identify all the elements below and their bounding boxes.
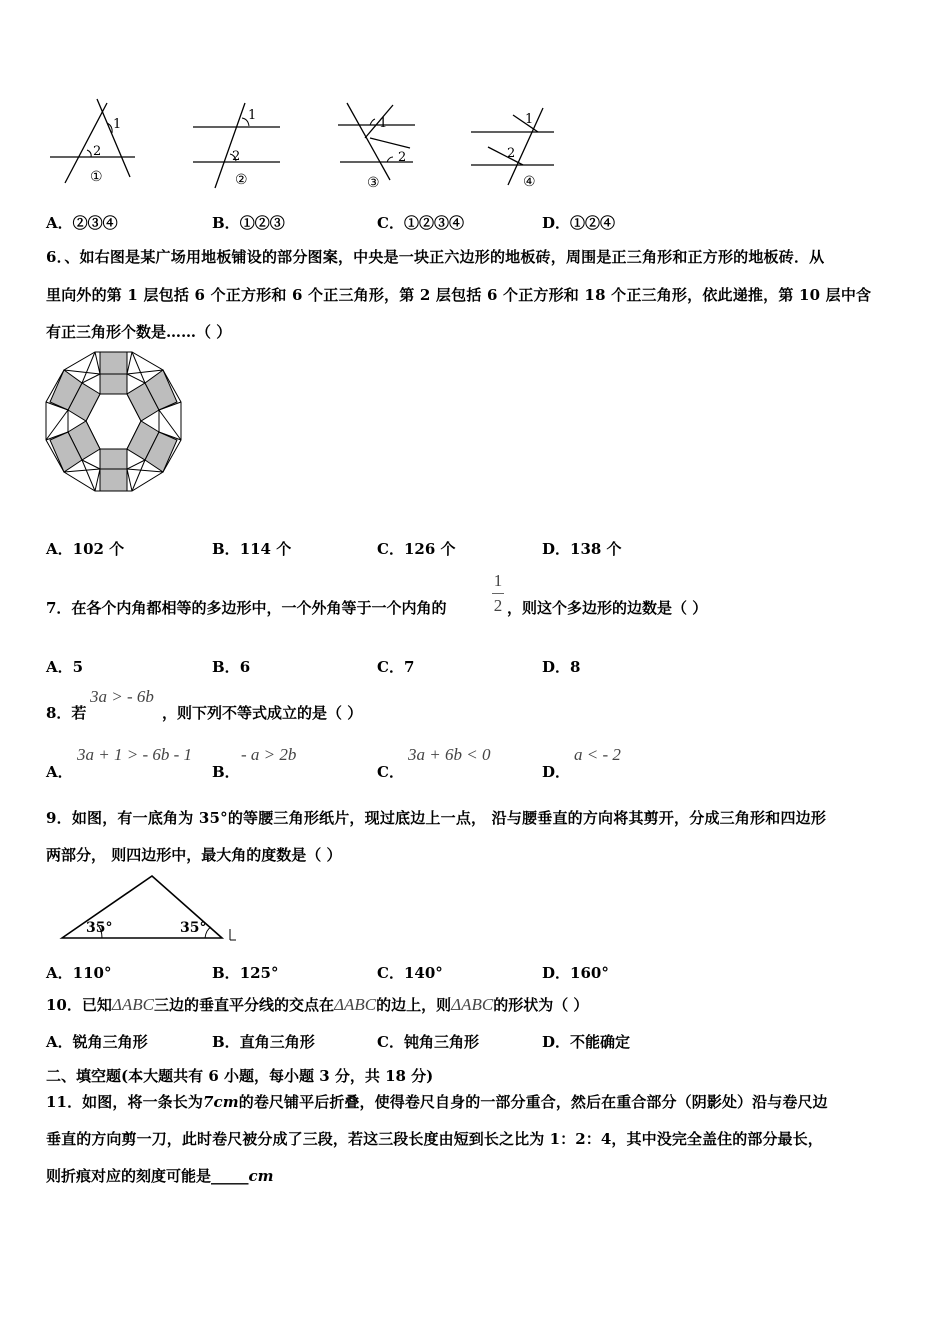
q5-fig4-label: ④ xyxy=(523,174,536,190)
q6-option-c[interactable]: C．126 个 xyxy=(377,540,456,558)
q5-fig2-label: ② xyxy=(235,172,248,188)
q10-option-a[interactable]: A．锐角三角形 xyxy=(46,1033,148,1051)
q11-line1-b: 的卷尺铺平后折叠，使得卷尺自身的一部分重合，然后在重合部分（阴影处）沿与卷尺边 xyxy=(238,1093,828,1111)
q10-text-p4: 的形状为（ ） xyxy=(493,996,589,1014)
q5-option-b[interactable]: B．①②③ xyxy=(212,214,285,232)
q11-text-line2: 垂直的方向剪一刀，此时卷尺被分成了三段，若这三段长度由短到长之比为 1：2：4，其中没完全盖住的部分最长， xyxy=(46,1130,823,1148)
q7-text-prefix: 7．在各个内角都相等的多边形中，一个外角等于一个内角的 xyxy=(46,599,447,617)
q11-unit: cm xyxy=(248,1167,274,1185)
q11-line3-a: 则折痕对应的刻度可能是 xyxy=(46,1167,212,1185)
q10-text xyxy=(46,994,588,1015)
q9-angle-left: 35° xyxy=(86,920,113,936)
q5-fig2-angle2: 2 xyxy=(232,149,241,164)
q9-option-d[interactable]: D．160° xyxy=(542,964,609,982)
q6-text-line2: 里向外的第 1 层包括 6 个正方形和 6 个正三角形，第 2 层包括 6 个正方形和 18 个正三角形，依此递推，第 10 层中含 xyxy=(46,286,872,304)
q8-option-a-letter[interactable]: A． xyxy=(46,763,73,781)
q6-option-a[interactable]: A．102 个 xyxy=(46,540,125,558)
q11-text-line3 xyxy=(46,1165,274,1186)
q7-option-d[interactable]: D．8 xyxy=(542,658,581,676)
q6-text-line1: 6．、如右图是某广场用地板铺设的部分图案，中央是一块正六边形的地板砖，周围是正三角形和正方形的地板砖．从 xyxy=(46,248,825,266)
q9-text-line2: 两部分， 则四边形中，最大角的度数是（ ） xyxy=(46,846,342,864)
q10-text-p2: 三边的垂直平分线的交点在 xyxy=(153,996,334,1014)
q5-fig4-angle1: 1 xyxy=(525,112,534,127)
q10-triangle-1: ΔABC xyxy=(111,995,154,1014)
q8-option-a-expr[interactable]: 3a + 1 > - 6b - 1 xyxy=(77,745,193,764)
q11-answer-blank[interactable]: _____ xyxy=(211,1167,249,1185)
q5-fig3-label: ③ xyxy=(367,175,380,191)
q9-option-b[interactable]: B．125° xyxy=(212,964,279,982)
q8-text-prefix: 8．若 xyxy=(46,704,87,722)
q8-option-d-expr[interactable]: a < - 2 xyxy=(574,745,621,764)
q5-fig1-label: ① xyxy=(90,169,103,185)
q5-option-a[interactable]: A．②③④ xyxy=(46,214,118,232)
q5-fig3-angle1: 1 xyxy=(379,116,388,131)
q8-option-c-letter[interactable]: C． xyxy=(377,763,404,781)
q11-text-line1 xyxy=(46,1091,828,1112)
q8-text-suffix: ，则下列不等式成立的是（ ） xyxy=(162,704,363,722)
q8-option-c-expr[interactable]: 3a + 6b < 0 xyxy=(408,745,491,764)
q9-option-a[interactable]: A．110° xyxy=(46,964,112,982)
q7-fraction-numerator: 1 xyxy=(493,571,503,590)
q8-option-b-letter[interactable]: B． xyxy=(212,763,240,781)
q5-fig1-angle2: 2 xyxy=(93,144,102,159)
q11-length: 7cm xyxy=(202,1093,239,1111)
q9-angle-right: 35° xyxy=(180,920,207,936)
q5-option-c[interactable]: C．①②③④ xyxy=(377,214,464,232)
q10-triangle-3: ΔABC xyxy=(451,995,494,1014)
section-2-title: 二、填空题(本大题共有 6 小题，每小题 3 分，共 18 分) xyxy=(46,1067,434,1085)
q9-option-c[interactable]: C．140° xyxy=(377,964,443,982)
q7-text-suffix: ，则这个多边形的边数是（ ） xyxy=(507,599,708,617)
q8-option-d-letter[interactable]: D． xyxy=(542,763,571,781)
q7-fraction-bar xyxy=(492,593,504,594)
q7-option-b[interactable]: B．6 xyxy=(212,658,251,676)
q6-tiling-figure xyxy=(45,352,182,492)
q11-line1-a: 11．如图，将一条长为 xyxy=(46,1093,203,1111)
q6-option-d[interactable]: D．138 个 xyxy=(542,540,622,558)
q5-fig1-angle1: 1 xyxy=(113,117,122,132)
q5-option-d[interactable]: D．①②④ xyxy=(542,214,616,232)
q5-fig3-angle2: 2 xyxy=(398,150,407,165)
q10-text-p3: 的边上，则 xyxy=(376,996,452,1014)
q10-option-c[interactable]: C．钝角三角形 xyxy=(377,1033,479,1051)
q9-text-line1: 9．如图，有一底角为 35°的等腰三角形纸片，现过底边上一点， 沿与腰垂直的方向将其剪开，分成三角形和四边形 xyxy=(46,809,827,827)
q10-option-b[interactable]: B．直角三角形 xyxy=(212,1033,315,1051)
q7-option-a[interactable]: A．5 xyxy=(46,658,84,676)
q5-fig4-angle2: 2 xyxy=(507,146,516,161)
q5-fig2-angle1: 1 xyxy=(248,108,257,123)
q6-option-b[interactable]: B．114 个 xyxy=(212,540,292,558)
q10-text-p1: 10．已知 xyxy=(46,996,112,1014)
q6-text-line3: 有正三角形个数是……（ ） xyxy=(46,323,232,341)
q7-option-c[interactable]: C．7 xyxy=(377,658,415,676)
q8-option-b-expr[interactable]: - a > 2b xyxy=(241,745,297,764)
q10-option-d[interactable]: D．不能确定 xyxy=(542,1033,631,1051)
q10-triangle-2: ΔABC xyxy=(333,995,377,1014)
q8-condition: 3a > - 6b xyxy=(90,687,154,706)
q7-fraction-denominator: 2 xyxy=(493,596,503,615)
